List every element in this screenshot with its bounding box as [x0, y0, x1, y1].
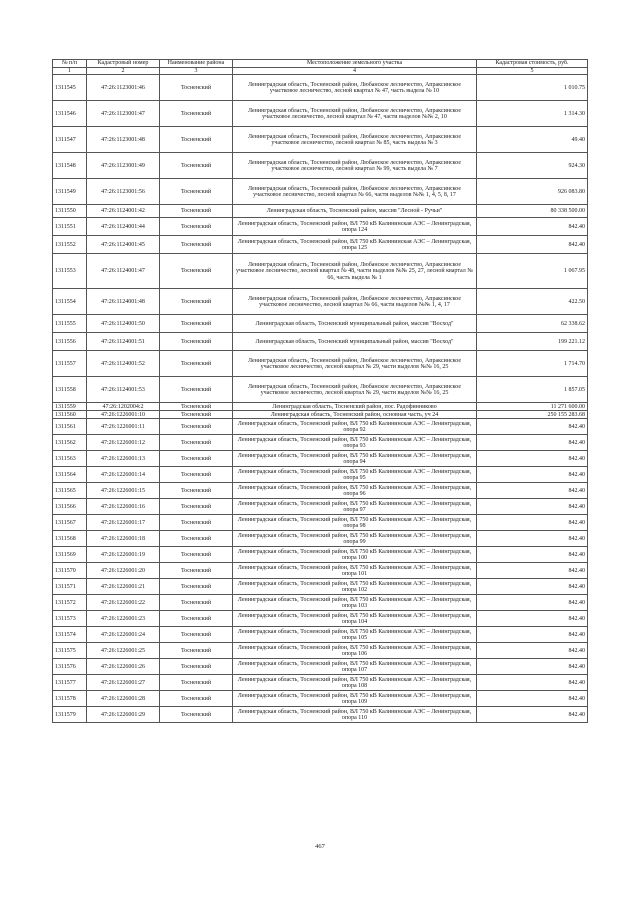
cadastral-number-cell: 47:26:1123001:48	[87, 127, 160, 153]
cadastral-value-cell: 80 338 500.00	[477, 205, 588, 218]
cadastral-number-cell: 47:26:1226001:21	[87, 579, 160, 595]
table-row	[53, 675, 588, 691]
row-number-cell: 1311549	[53, 179, 87, 205]
location-cell: Ленинградская область, Тосненский район, ВЛ 750 кВ Калининская АЭС – Ленинградская, опора 96	[233, 483, 477, 499]
cadastral-number-cell: 47:26:1226001:16	[87, 499, 160, 515]
cadastral-value-cell: 842.40	[477, 691, 588, 707]
table-row	[53, 579, 588, 595]
table-row	[53, 611, 588, 627]
table-row	[53, 499, 588, 515]
district-cell: Тосненский	[160, 579, 233, 595]
location-cell: Ленинградская область, Тосненский район, ВЛ 750 кВ Калининская АЭС – Ленинградская, опора 102	[233, 579, 477, 595]
district-cell: Тосненский	[160, 643, 233, 659]
row-number-cell: 1311570	[53, 563, 87, 579]
district-cell: Тосненский	[160, 691, 233, 707]
cadastral-value-cell: 11 271 600.00	[477, 403, 588, 411]
location-cell: Ленинградская область, Тосненский район, ВЛ 750 кВ Калининская АЭС – Ленинградская, опора 108	[233, 675, 477, 691]
location-cell: Ленинградская область, Тосненский район, ВЛ 750 кВ Калининская АЭС – Ленинградская, опора 93	[233, 435, 477, 451]
cadastral-value-cell: 62 338.62	[477, 315, 588, 333]
district-cell: Тосненский	[160, 127, 233, 153]
cadastral-number-cell: 47:26:1124001:47	[87, 254, 160, 289]
district-cell: Тосненский	[160, 547, 233, 563]
location-cell: Ленинградская область, Тосненский район, ВЛ 750 кВ Калининская АЭС – Ленинградская, опора 99	[233, 531, 477, 547]
cadastral-value-cell: 842.40	[477, 643, 588, 659]
table-row	[53, 515, 588, 531]
cadastral-value-cell: 1 314.30	[477, 101, 588, 127]
row-number-cell: 1311564	[53, 467, 87, 483]
row-number-cell: 1311553	[53, 254, 87, 289]
row-number-cell: 1311550	[53, 205, 87, 218]
cadastral-number-cell: 47:26:1226001:27	[87, 675, 160, 691]
cadastral-value-cell: 842.40	[477, 499, 588, 515]
table-row	[53, 179, 588, 205]
row-number-cell: 1311557	[53, 351, 87, 377]
table-row	[53, 627, 588, 643]
cadastral-number-cell: 47:26:1123001:46	[87, 75, 160, 101]
district-cell: Тосненский	[160, 627, 233, 643]
district-cell: Тосненский	[160, 611, 233, 627]
cadastral-number-cell: 47:26:1124001:50	[87, 315, 160, 333]
row-number-cell: 1311567	[53, 515, 87, 531]
cadastral-number-cell: 47:26:1124001:52	[87, 351, 160, 377]
district-cell: Тосненский	[160, 563, 233, 579]
cadastral-number-cell: 47:26:1124001:53	[87, 377, 160, 403]
row-number-cell: 1311551	[53, 218, 87, 236]
district-cell: Тосненский	[160, 236, 233, 254]
table-row	[53, 351, 588, 377]
district-cell: Тосненский	[160, 218, 233, 236]
header-cadastral-number: Кадастровый номер	[87, 60, 160, 68]
location-cell: Ленинградская область, Тосненский район, Любанское лесничество, Апраксинское участковое лесничество, лесной квартал № 47, часть выдела № 10	[233, 75, 477, 101]
district-cell: Тосненский	[160, 289, 233, 315]
table-row	[53, 467, 588, 483]
location-cell: Ленинградская область, Тосненский район, Любанское лесничество, Апраксинское участковое лесничество, лесной квартал № 29, части выделов №№ 16, 25	[233, 377, 477, 403]
header-row-number: № п/п	[53, 60, 87, 68]
row-number-cell: 1311569	[53, 547, 87, 563]
row-number-cell: 1311563	[53, 451, 87, 467]
location-cell: Ленинградская область, Тосненский район, ВЛ 750 кВ Калининская АЭС – Ленинградская, опора 103	[233, 595, 477, 611]
cadastral-number-cell: 47:26:1123001:56	[87, 179, 160, 205]
cadastral-value-cell: 926 083.80	[477, 179, 588, 205]
location-cell: Ленинградская область, Тосненский район, Любанское лесничество, Апраксинское участковое лесничество, лесной квартал № 47, части выделов №№ 2, 10	[233, 101, 477, 127]
cadastral-number-cell: 47:26:1123001:49	[87, 153, 160, 179]
cadastral-value-cell: 842.40	[477, 707, 588, 723]
cadastral-number-cell: 47:26:1226001:28	[87, 691, 160, 707]
cadastral-number-cell: 47:26:1226001:24	[87, 627, 160, 643]
table-body	[53, 75, 588, 723]
cadastral-value-cell: 842.40	[477, 419, 588, 435]
district-cell: Тосненский	[160, 75, 233, 101]
location-cell: Ленинградская область, Тосненский район, ВЛ 750 кВ Калининская АЭС – Ленинградская, опора 109	[233, 691, 477, 707]
cadastral-value-cell: 842.40	[477, 218, 588, 236]
row-number-cell: 1311579	[53, 707, 87, 723]
row-number-cell: 1311572	[53, 595, 87, 611]
district-cell: Тосненский	[160, 153, 233, 179]
table-row	[53, 377, 588, 403]
table-header-row	[53, 60, 588, 68]
cadastral-number-cell: 47:26:1124001:42	[87, 205, 160, 218]
cadastral-number-cell: 47:26:1124001:51	[87, 333, 160, 351]
row-number-cell: 1311578	[53, 691, 87, 707]
row-number-cell: 1311577	[53, 675, 87, 691]
cadastral-value-table	[52, 59, 588, 723]
cadastral-value-cell: 842.40	[477, 531, 588, 547]
location-cell: Ленинградская область, Тосненский район, Любанское лесничество, Апраксинское участковое лесничество, лесной квартал № 48, части выделов №№ 25, 27, лесной квартал № 66, часть выдела № 1	[233, 254, 477, 289]
table-row	[53, 419, 588, 435]
cadastral-number-cell: 47:26:1124001:44	[87, 218, 160, 236]
row-number-cell: 1311547	[53, 127, 87, 153]
cadastral-value-cell: 842.40	[477, 675, 588, 691]
cadastral-value-cell: 842.40	[477, 467, 588, 483]
location-cell: Ленинградская область, Тосненский район, ВЛ 750 кВ Калининская АЭС – Ленинградская, опора 107	[233, 659, 477, 675]
location-cell: Ленинградская область, Тосненский район, ВЛ 750 кВ Калининская АЭС – Ленинградская, опора 101	[233, 563, 477, 579]
row-number-cell: 1311566	[53, 499, 87, 515]
cadastral-number-cell: 47:26:1226001:11	[87, 419, 160, 435]
cadastral-number-cell: 47:26:1226001:23	[87, 611, 160, 627]
table-row	[53, 691, 588, 707]
cadastral-value-cell: 842.40	[477, 659, 588, 675]
table-row	[53, 547, 588, 563]
district-cell: Тосненский	[160, 595, 233, 611]
row-number-cell: 1311561	[53, 419, 87, 435]
cadastral-number-cell: 47:26:1226001:25	[87, 643, 160, 659]
cadastral-value-cell: 199 221.12	[477, 333, 588, 351]
cadastral-value-cell: 1 010.75	[477, 75, 588, 101]
column-number: 1	[53, 68, 87, 75]
location-cell: Ленинградская область, Тосненский район, Любанское лесничество, Апраксинское участковое лесничество, лесной квартал № 66, части выделов №№ 1, 4, 17	[233, 289, 477, 315]
location-cell: Ленинградская область, Тосненский район, ВЛ 750 кВ Калининская АЭС – Ленинградская, опора 97	[233, 499, 477, 515]
header-district: Наименование района	[160, 60, 233, 68]
cadastral-value-cell: 842.40	[477, 435, 588, 451]
table-row	[53, 707, 588, 723]
cadastral-value-cell: 842.40	[477, 236, 588, 254]
table-row	[53, 531, 588, 547]
row-number-cell: 1311548	[53, 153, 87, 179]
header-location: Местоположение земельного участка	[233, 60, 477, 68]
table-row	[53, 643, 588, 659]
location-cell: Ленинградская область, Тосненский район, Любанское лесничество, Апраксинское участковое лесничество, лесной квартал № 29, части выделов №№ 16, 25	[233, 351, 477, 377]
table-row	[53, 595, 588, 611]
district-cell: Тосненский	[160, 467, 233, 483]
location-cell: Ленинградская область, Тосненский район, основная часть, уч 24	[233, 411, 477, 419]
location-cell: Ленинградская область, Тосненский район, ВЛ 750 кВ Калининская АЭС – Ленинградская, опора 125	[233, 236, 477, 254]
row-number-cell: 1311576	[53, 659, 87, 675]
column-number: 5	[477, 68, 588, 75]
row-number-cell: 1311575	[53, 643, 87, 659]
cadastral-value-cell: 1 857.05	[477, 377, 588, 403]
cadastral-number-cell: 47:26:1226001:18	[87, 531, 160, 547]
location-cell: Ленинградская область, Тосненский район, ВЛ 750 кВ Калининская АЭС – Ленинградская, опора 100	[233, 547, 477, 563]
table-row	[53, 127, 588, 153]
table-row	[53, 101, 588, 127]
cadastral-value-cell: 924.30	[477, 153, 588, 179]
row-number-cell: 1311559	[53, 403, 87, 411]
table-row	[53, 563, 588, 579]
district-cell: Тосненский	[160, 515, 233, 531]
location-cell: Ленинградская область, Тосненский район, Любанское лесничество, Апраксинское участковое лесничество, лесной квартал № 85, часть выдела № 3	[233, 127, 477, 153]
row-number-cell: 1311560	[53, 411, 87, 419]
table-row	[53, 254, 588, 289]
cadastral-number-cell: 47:26:1226001:17	[87, 515, 160, 531]
table-row	[53, 411, 588, 419]
table-row	[53, 451, 588, 467]
table-row	[53, 403, 588, 411]
district-cell: Тосненский	[160, 419, 233, 435]
district-cell: Тосненский	[160, 101, 233, 127]
table-row	[53, 289, 588, 315]
district-cell: Тосненский	[160, 403, 233, 411]
district-cell: Тосненский	[160, 435, 233, 451]
row-number-cell: 1311568	[53, 531, 87, 547]
cadastral-number-cell: 47:26:1226001:19	[87, 547, 160, 563]
location-cell: Ленинградская область, Тосненский район, массив "Лесной - Ручьи"	[233, 205, 477, 218]
row-number-cell: 1311545	[53, 75, 87, 101]
cadastral-value-cell: 49.40	[477, 127, 588, 153]
row-number-cell: 1311562	[53, 435, 87, 451]
cadastral-number-cell: 47:26:1226001:26	[87, 659, 160, 675]
cadastral-number-cell: 47:26:1124001:48	[87, 289, 160, 315]
district-cell: Тосненский	[160, 205, 233, 218]
location-cell: Ленинградская область, Тосненский район, ВЛ 750 кВ Калининская АЭС – Ленинградская, опора 104	[233, 611, 477, 627]
cadastral-number-cell: 47:26:1226001:14	[87, 467, 160, 483]
column-number: 2	[87, 68, 160, 75]
column-number: 4	[233, 68, 477, 75]
column-number: 3	[160, 68, 233, 75]
district-cell: Тосненский	[160, 531, 233, 547]
district-cell: Тосненский	[160, 179, 233, 205]
location-cell: Ленинградская область, Тосненский район, ВЛ 750 кВ Калининская АЭС – Ленинградская, опора 95	[233, 467, 477, 483]
district-cell: Тосненский	[160, 411, 233, 419]
location-cell: Ленинградская область, Тосненский район, ВЛ 750 кВ Калининская АЭС – Ленинградская, опора 124	[233, 218, 477, 236]
row-number-cell: 1311555	[53, 315, 87, 333]
table-column-numbers-row	[53, 68, 588, 75]
cadastral-value-cell: 842.40	[477, 627, 588, 643]
cadastral-number-cell: 47:26:1226001:13	[87, 451, 160, 467]
row-number-cell: 1311552	[53, 236, 87, 254]
district-cell: Тосненский	[160, 315, 233, 333]
table-row	[53, 483, 588, 499]
cadastral-number-cell: 47:26:1226001:29	[87, 707, 160, 723]
table-row	[53, 435, 588, 451]
cadastral-value-cell: 842.40	[477, 483, 588, 499]
district-cell: Тосненский	[160, 451, 233, 467]
header-cadastral-value: Кадастровая стоимость, руб.	[477, 60, 588, 68]
cadastral-value-cell: 842.40	[477, 611, 588, 627]
location-cell: Ленинградская область, Тосненский район, ВЛ 750 кВ Калининская АЭС – Ленинградская, опора 98	[233, 515, 477, 531]
row-number-cell: 1311558	[53, 377, 87, 403]
cadastral-number-cell: 47:26:1226001:20	[87, 563, 160, 579]
row-number-cell: 1311571	[53, 579, 87, 595]
cadastral-value-cell: 1 714.70	[477, 351, 588, 377]
cadastral-number-cell: 47:26:1123001:47	[87, 101, 160, 127]
location-cell: Ленинградская область, Тосненский район, Любанское лесничество, Апраксинское участковое лесничество, лесной квартал № 66, части выделов №№ 1, 4, 5, 8, 17	[233, 179, 477, 205]
cadastral-value-cell: 842.40	[477, 451, 588, 467]
location-cell: Ленинградская область, Тосненский район, ВЛ 750 кВ Калининская АЭС – Ленинградская, опора 92	[233, 419, 477, 435]
cadastral-value-cell: 250 155 283.68	[477, 411, 588, 419]
cadastral-number-cell: 47:26:1124001:45	[87, 236, 160, 254]
location-cell: Ленинградская область, Тосненский район, ВЛ 750 кВ Калининская АЭС – Ленинградская, опора 105	[233, 627, 477, 643]
district-cell: Тосненский	[160, 659, 233, 675]
table-row	[53, 153, 588, 179]
district-cell: Тосненский	[160, 333, 233, 351]
table-row	[53, 659, 588, 675]
cadastral-number-cell: 47:26:1226001:12	[87, 435, 160, 451]
table-row	[53, 315, 588, 333]
cadastral-value-cell: 1 067.95	[477, 254, 588, 289]
table-row	[53, 205, 588, 218]
district-cell: Тосненский	[160, 377, 233, 403]
row-number-cell: 1311554	[53, 289, 87, 315]
cadastral-number-cell: 47:26:1226001:15	[87, 483, 160, 499]
cadastral-value-cell: 422.50	[477, 289, 588, 315]
page-number: 467	[315, 843, 325, 850]
location-cell: Ленинградская область, Тосненский муниципальный район, массив "Восход"	[233, 315, 477, 333]
row-number-cell: 1311573	[53, 611, 87, 627]
district-cell: Тосненский	[160, 483, 233, 499]
row-number-cell: 1311565	[53, 483, 87, 499]
cadastral-number-cell: 47:26:1226001:10	[87, 411, 160, 419]
table-row	[53, 333, 588, 351]
location-cell: Ленинградская область, Тосненский район, ВЛ 750 кВ Калининская АЭС – Ленинградская, опора 106	[233, 643, 477, 659]
district-cell: Тосненский	[160, 254, 233, 289]
cadastral-number-cell: 47:26:1202004:2	[87, 403, 160, 411]
cadastral-value-cell: 842.40	[477, 515, 588, 531]
row-number-cell: 1311574	[53, 627, 87, 643]
table-row	[53, 236, 588, 254]
cadastral-value-cell: 842.40	[477, 595, 588, 611]
district-cell: Тосненский	[160, 707, 233, 723]
cadastral-number-cell: 47:26:1226001:22	[87, 595, 160, 611]
cadastral-value-cell: 842.40	[477, 563, 588, 579]
row-number-cell: 1311556	[53, 333, 87, 351]
table-row	[53, 75, 588, 101]
district-cell: Тосненский	[160, 499, 233, 515]
location-cell: Ленинградская область, Тосненский район, ВЛ 750 кВ Калининская АЭС – Ленинградская, опора 94	[233, 451, 477, 467]
district-cell: Тосненский	[160, 351, 233, 377]
location-cell: Ленинградская область, Тосненский район, ВЛ 750 кВ Калининская АЭС – Ленинградская, опора 110	[233, 707, 477, 723]
cadastral-value-cell: 842.40	[477, 547, 588, 563]
location-cell: Ленинградская область, Тосненский район, Любанское лесничество, Апраксинское участковое лесничество, лесной квартал № 99, часть выдела № 7	[233, 153, 477, 179]
district-cell: Тосненский	[160, 675, 233, 691]
cadastral-value-cell: 842.40	[477, 579, 588, 595]
row-number-cell: 1311546	[53, 101, 87, 127]
location-cell: Ленинградская область, Тосненский район, пос. Радофинниково	[233, 403, 477, 411]
table-row	[53, 218, 588, 236]
location-cell: Ленинградская область, Тосненский муниципальный район, массив "Восход"	[233, 333, 477, 351]
